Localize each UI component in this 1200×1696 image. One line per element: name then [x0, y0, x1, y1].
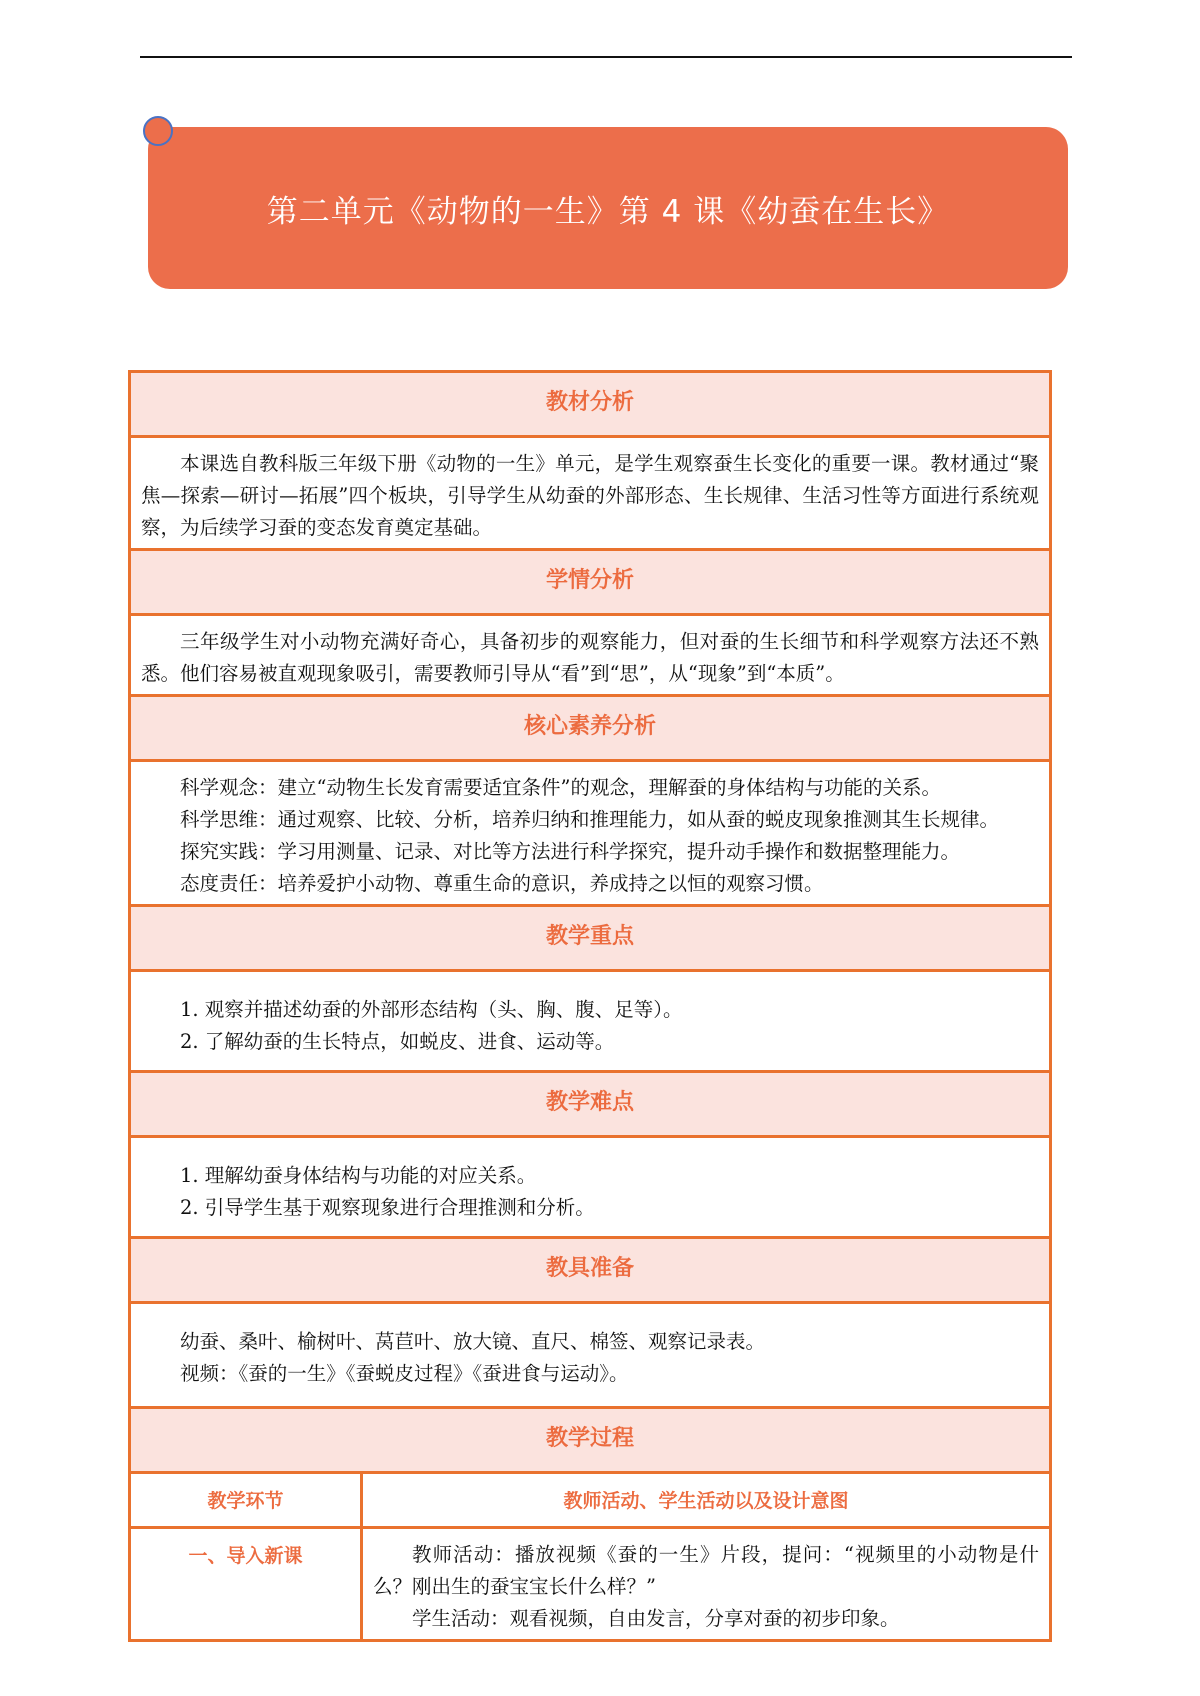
top-rule [140, 56, 1072, 58]
paragraph: 学生活动：观看视频，自由发言，分享对蚕的初步印象。 [412, 1607, 900, 1630]
list-item: 2. 引导学生基于观察现象进行合理推测和分析。 [180, 1196, 595, 1219]
activity-cell [362, 1528, 1051, 1641]
section-body-students [130, 615, 1051, 696]
title-banner [148, 127, 1068, 289]
section-body-difficulties [130, 1137, 1051, 1238]
paragraph: 科学观念：建立“动物生长发育需要适宜条件”的观念，理解蚕的身体结构与功能的关系。 [180, 776, 941, 799]
column-header-activities: 教师活动、学生活动以及设计意图 [362, 1473, 1051, 1528]
paragraph: 视频：《蚕的一生》《蚕蜕皮过程》《蚕进食与运动》。 [180, 1362, 629, 1385]
section-heading-difficulties: 教学难点 [130, 1072, 1051, 1137]
paragraph: 教师活动：播放视频《蚕的一生》片段，提问：“视频里的小动物是什么？刚出生的蚕宝宝长什么样？” [373, 1543, 1039, 1598]
section-heading-core-literacy: 核心素养分析 [130, 696, 1051, 761]
stage-cell: 一、导入新课 [130, 1528, 362, 1641]
paragraph: 本课选自教科版三年级下册《动物的一生》单元，是学生观察蚕生长变化的重要一课。教材通过“聚焦—探索—研讨—拓展”四个板块，引导学生从幼蚕的外部形态、生长规律、生活习性等方面进行系统观察，为后续学习蚕的变态发育奠定基础。 [141, 452, 1039, 539]
paragraph: 幼蚕、桑叶、榆树叶、莴苣叶、放大镜、直尺、棉签、观察记录表。 [180, 1330, 766, 1353]
section-heading-students: 学情分析 [130, 550, 1051, 615]
page-title: 第二单元《动物的一生》第 4 课《幼蚕在生长》 [266, 193, 950, 230]
section-heading-textbook: 教材分析 [130, 372, 1051, 437]
section-body-materials [130, 1303, 1051, 1408]
section-heading-materials: 教具准备 [130, 1238, 1051, 1303]
paragraph: 三年级学生对小动物充满好奇心，具备初步的观察能力，但对蚕的生长细节和科学观察方法还不熟悉。他们容易被直观现象吸引，需要教师引导从“看”到“思”，从“现象”到“本质”。 [141, 630, 1039, 685]
banner-dot [143, 116, 173, 146]
section-heading-process: 教学过程 [130, 1408, 1051, 1473]
paragraph: 科学思维：通过观察、比较、分析，培养归纳和推理能力，如从蚕的蜕皮现象推测其生长规律。 [180, 808, 1000, 831]
paragraph: 态度责任：培养爱护小动物、尊重生命的意识，养成持之以恒的观察习惯。 [180, 872, 824, 895]
paragraph: 探究实践：学习用测量、记录、对比等方法进行科学探究，提升动手操作和数据整理能力。 [180, 840, 961, 863]
list-item: 1. 理解幼蚕身体结构与功能的对应关系。 [180, 1164, 537, 1187]
section-body-core-literacy [130, 761, 1051, 906]
table-row [130, 1528, 1051, 1641]
list-item: 2. 了解幼蚕的生长特点，如蜕皮、进食、运动等。 [180, 1030, 615, 1053]
section-body-textbook [130, 437, 1051, 550]
section-heading-key-points: 教学重点 [130, 906, 1051, 971]
column-header-stage: 教学环节 [130, 1473, 362, 1528]
section-body-key-points [130, 971, 1051, 1072]
list-item: 1. 观察并描述幼蚕的外部形态结构（头、胸、腹、足等）。 [180, 998, 683, 1021]
lesson-plan-table [128, 370, 1052, 1642]
